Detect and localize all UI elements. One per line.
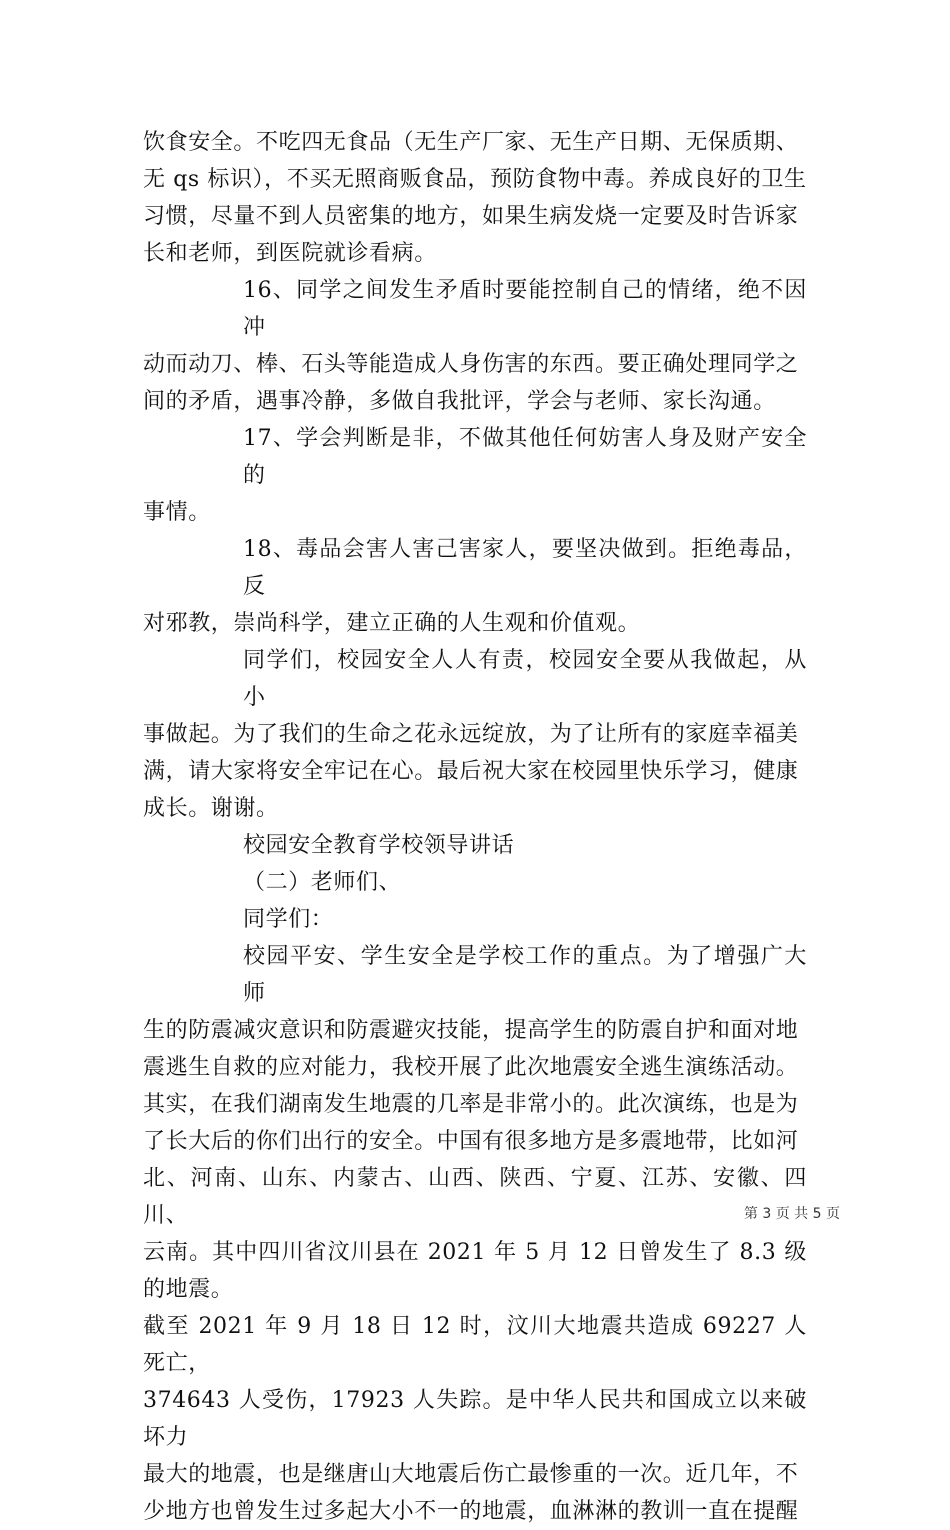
text-line: 饮食安全。不吃四无食品（无生产厂家、无生产日期、无保质期、 (143, 130, 799, 155)
text-line: 震逃生自救的应对能力，我校开展了此次地震安全逃生演练活动。 (143, 1055, 799, 1080)
text-line: 其实，在我们湖南发生地震的几率是非常小的。此次演练，也是为 (143, 1092, 799, 1117)
text-line: 374643 人受伤，17923 人失踪。是中华人民共和国成立以来破坏力 (143, 1388, 807, 1450)
text-line: 动而动刀、棒、石头等能造成人身伤害的东西。要正确处理同学之 (143, 352, 799, 377)
text-line: 同学们： (243, 907, 334, 932)
text-line: 同学们，校园安全人人有责，校园安全要从我做起，从小 (243, 648, 807, 710)
text-line: 18、毒品会害人害己害家人，要坚决做到。拒绝毒品，反 (243, 537, 807, 599)
text-line: 事做起。为了我们的生命之花永远绽放，为了让所有的家庭幸福美 (143, 722, 799, 747)
text-line: 云南。其中四川省汶川县在 2021 年 5 月 12 日曾发生了 8.3 级的地震。 (143, 1240, 807, 1302)
text-line: 校园安全教育学校领导讲话 (243, 833, 515, 858)
text-line: 间的矛盾，遇事冷静，多做自我批评，学会与老师、家长沟通。 (143, 389, 776, 414)
text-line: 对邪教，崇尚科学，建立正确的人生观和价值观。 (143, 611, 641, 636)
text-line: 成长。谢谢。 (143, 796, 279, 821)
text-line: 最大的地震，也是继唐山大地震后伤亡最惨重的一次。近几年，不 (143, 1462, 799, 1487)
text-line: 16、同学之间发生矛盾时要能控制自己的情绪，绝不因冲 (243, 278, 807, 340)
text-line: 校园平安、学生安全是学校工作的重点。为了增强广大师 (243, 944, 807, 1006)
text-line: 少地方也曾发生过多起大小不一的地震，血淋淋的教训一直在提醒 (143, 1499, 799, 1524)
text-line: 事情。 (143, 500, 211, 525)
text-line: 生的防震减灾意识和防震避灾技能，提高学生的防震自护和面对地 (143, 1018, 799, 1043)
page-number-footer: 第 3 页 共 5 页 (743, 1206, 840, 1222)
text-line: 了长大后的你们出行的安全。中国有很多地方是多震地带，比如河 (143, 1129, 799, 1154)
text-line: 截至 2021 年 9 月 18 日 12 时，汶川大地震共造成 69227 人死亡， (143, 1314, 807, 1376)
text-line: 满，请大家将安全牢记在心。最后祝大家在校园里快乐学习，健康 (143, 759, 799, 784)
text-line: 17、学会判断是非，不做其他任何妨害人身及财产安全的 (243, 426, 807, 488)
text-line: （二）老师们、 (243, 870, 402, 895)
text-line: 无 qs 标识），不买无照商贩食品，预防食物中毒。养成良好的卫生 (143, 167, 807, 192)
text-line: 长和老师，到医院就诊看病。 (143, 241, 437, 266)
text-line: 习惯，尽量不到人员密集的地方，如果生病发烧一定要及时告诉家 (143, 204, 799, 229)
text-line: 北、河南、山东、内蒙古、山西、陕西、宁夏、江苏、安徽、四川、 (143, 1166, 807, 1228)
document-body (143, 124, 807, 1530)
